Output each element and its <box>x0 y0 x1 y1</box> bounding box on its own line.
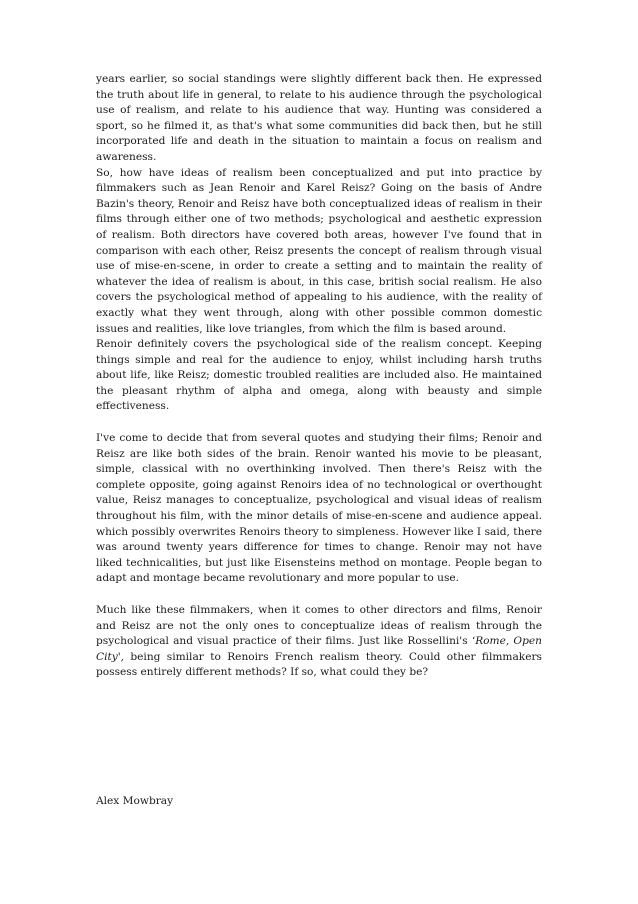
paragraph-gap <box>96 587 542 603</box>
body-text <box>96 72 542 681</box>
paragraph-renoir-psychological: Renoir definitely covers the psychological side of the realism concept. Keeping things simple and real for the audience to enjoy, whilst including harsh truths about life, like Reisz; domestic troubled realities are included also. He maintained the pleasant rhythm of alpha and omega, along with beausty and simple effectiveness. <box>96 338 542 413</box>
paragraph-realism-question: So, how have ideas of realism been conceptualized and put into practice by filmmakers such as Jean Renoir and Karel Reisz? Going on the basis of Andre Bazin's theory, Renoir and Reisz have both conceptualized ideas of realism in their films through either one of two methods; psychological and aesthetic expression of realism. Both directors have covered both areas, however I've found that in comparison with each other, Reisz presents the concept of realism through visual use of mise-en-scene, in order to create a setting and to maintain the reality of whatever the idea of realism is about, in this case, british social realism. He also covers the psychological method of appealing to his audience, with the reality of exactly what they went through, along with other possible common domestic issues and realities, like love triangles, from which the film is based around. <box>96 166 542 335</box>
author-name: Alex Mowbray <box>96 795 174 807</box>
paragraph-hunting: years earlier, so social standings were slightly different back then. He expressed the truth about life in general, to relate to his audience through the psychological use of realism, and relate to his audience that way. Hunting was considered a sport, so he filmed it, as that's what some communities did back then, but he still incorporated life and death in the situation to maintain a focus on realism and awareness. <box>96 73 542 163</box>
film-title-rome-open-city: Rome, Open City', <box>96 635 542 663</box>
paragraph-both-sides-brain: I've come to decide that from several quotes and studying their films; Renoir and Reisz are like both sides of the brain. Renoir wanted his movie to be pleasant, simple, classical with no overthinking involved. Then there's Reisz with the complete opposite, going against Renoirs idea of no technological or overthought value, Reisz manages to conceptualize, psychological and visual ideas of realism throughout his film, with the minor details of mise-en-scene and audience appeal. which possibly overwrites Renoirs theory to simpleness. However like I said, there was around twenty years difference for times to change. Renoir may not have liked technicalities, but just like Eisensteins method on montage. People began to adapt and montage became revolutionary and more popular to use. <box>96 432 542 585</box>
paragraph-gap <box>96 415 542 431</box>
paragraph-other-filmmakers-end: being similar to Renoirs French realism theory. Could other filmmakers possess entirely different methods? If so, what could they be? <box>96 650 542 679</box>
paragraph-other-filmmakers-start: Much like these filmmakers, when it comes to other directors and films, Renoir and Reisz are not the only ones to conceptualize ideas of realism through the psychological and visual practice of their films. Just like Rossellini's ‘ <box>96 604 542 648</box>
paragraph-other-filmmakers <box>96 603 542 681</box>
